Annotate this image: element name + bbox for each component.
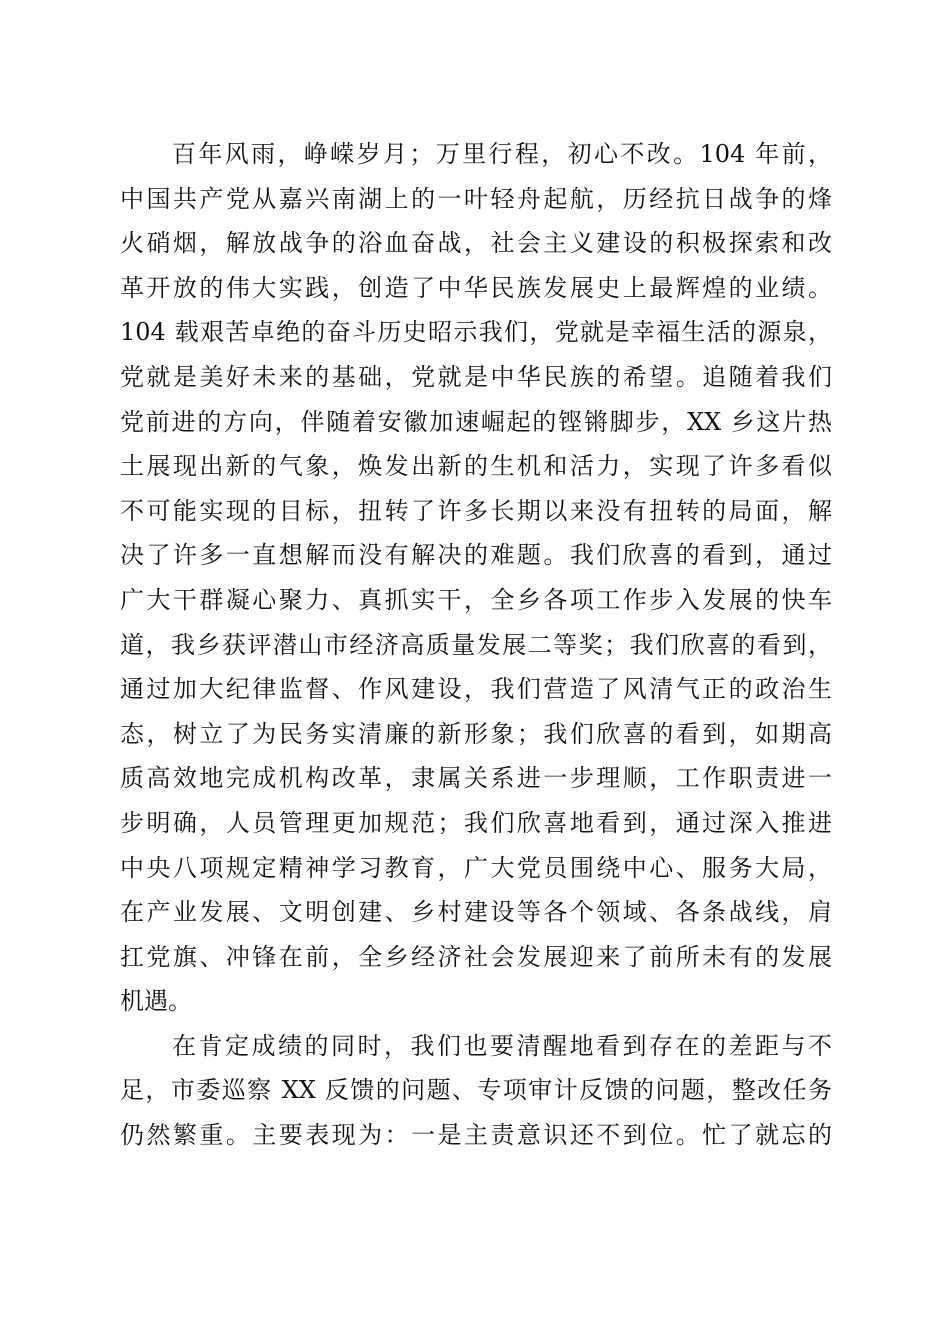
document-body <box>120 132 832 1158</box>
text-line: 在肯定成绩的同时，我们也要清醒地看到存在的差距与不 <box>172 1031 832 1060</box>
text-line: 态，树立了为民务实清廉的新形象；我们欣喜的看到，如期高 <box>120 719 832 748</box>
text-line: 决了许多一直想解而没有解决的难题。我们欣喜的看到，通过 <box>120 541 832 570</box>
text-line: 足，市委巡察 XX 反馈的问题、专项审计反馈的问题，整改任务 <box>120 1076 832 1105</box>
text-line: 广大干群凝心聚力、真抓实干，全乡各项工作步入发展的快车 <box>120 585 832 614</box>
paragraph <box>120 1024 832 1158</box>
text-line: 步明确，人员管理更加规范；我们欣喜地看到，通过深入推进 <box>120 808 832 837</box>
text-line: 104 载艰苦卓绝的奋斗历史昭示我们，党就是幸福生活的源泉， <box>120 318 832 347</box>
text-line: 通过加大纪律监督、作风建设，我们营造了风清气正的政治生 <box>120 675 832 704</box>
text-line: 党就是美好未来的基础，党就是中华民族的希望。追随着我们 <box>120 362 832 391</box>
text-line: 在产业发展、文明创建、乡村建设等各个领域、各条战线，肩 <box>120 898 832 927</box>
paragraph <box>120 132 832 1024</box>
text-line: 革开放的伟大实践，创造了中华民族发展史上最辉煌的业绩。 <box>120 273 832 302</box>
text-line: 道，我乡获评潜山市经济高质量发展二等奖；我们欣喜的看到， <box>120 630 832 659</box>
text-line: 质高效地完成机构改革，隶属关系进一步理顺，工作职责进一 <box>120 764 832 793</box>
text-line: 火硝烟，解放战争的浴血奋战，社会主义建设的积极探索和改 <box>120 229 832 258</box>
text-line: 扛党旗、冲锋在前，全乡经济社会发展迎来了前所未有的发展 <box>120 942 832 971</box>
text-line: 百年风雨，峥嵘岁月；万里行程，初心不改。104 年前， <box>172 140 832 168</box>
text-line: 中央八项规定精神学习教育，广大党员围绕中心、服务大局， <box>120 853 832 882</box>
text-line: 仍然繁重。主要表现为：一是主责意识还不到位。忙了就忘的 <box>120 1121 832 1150</box>
text-line: 土展现出新的气象，焕发出新的生机和活力，实现了许多看似 <box>120 452 832 481</box>
text-line: 机遇。 <box>120 987 192 1016</box>
text-line: 不可能实现的目标，扭转了许多长期以来没有扭转的局面，解 <box>120 496 832 525</box>
text-line: 中国共产党从嘉兴南湖上的一叶轻舟起航，历经抗日战争的烽 <box>120 184 832 213</box>
text-line: 党前进的方向，伴随着安徽加速崛起的铿锵脚步，XX 乡这片热 <box>120 407 832 436</box>
